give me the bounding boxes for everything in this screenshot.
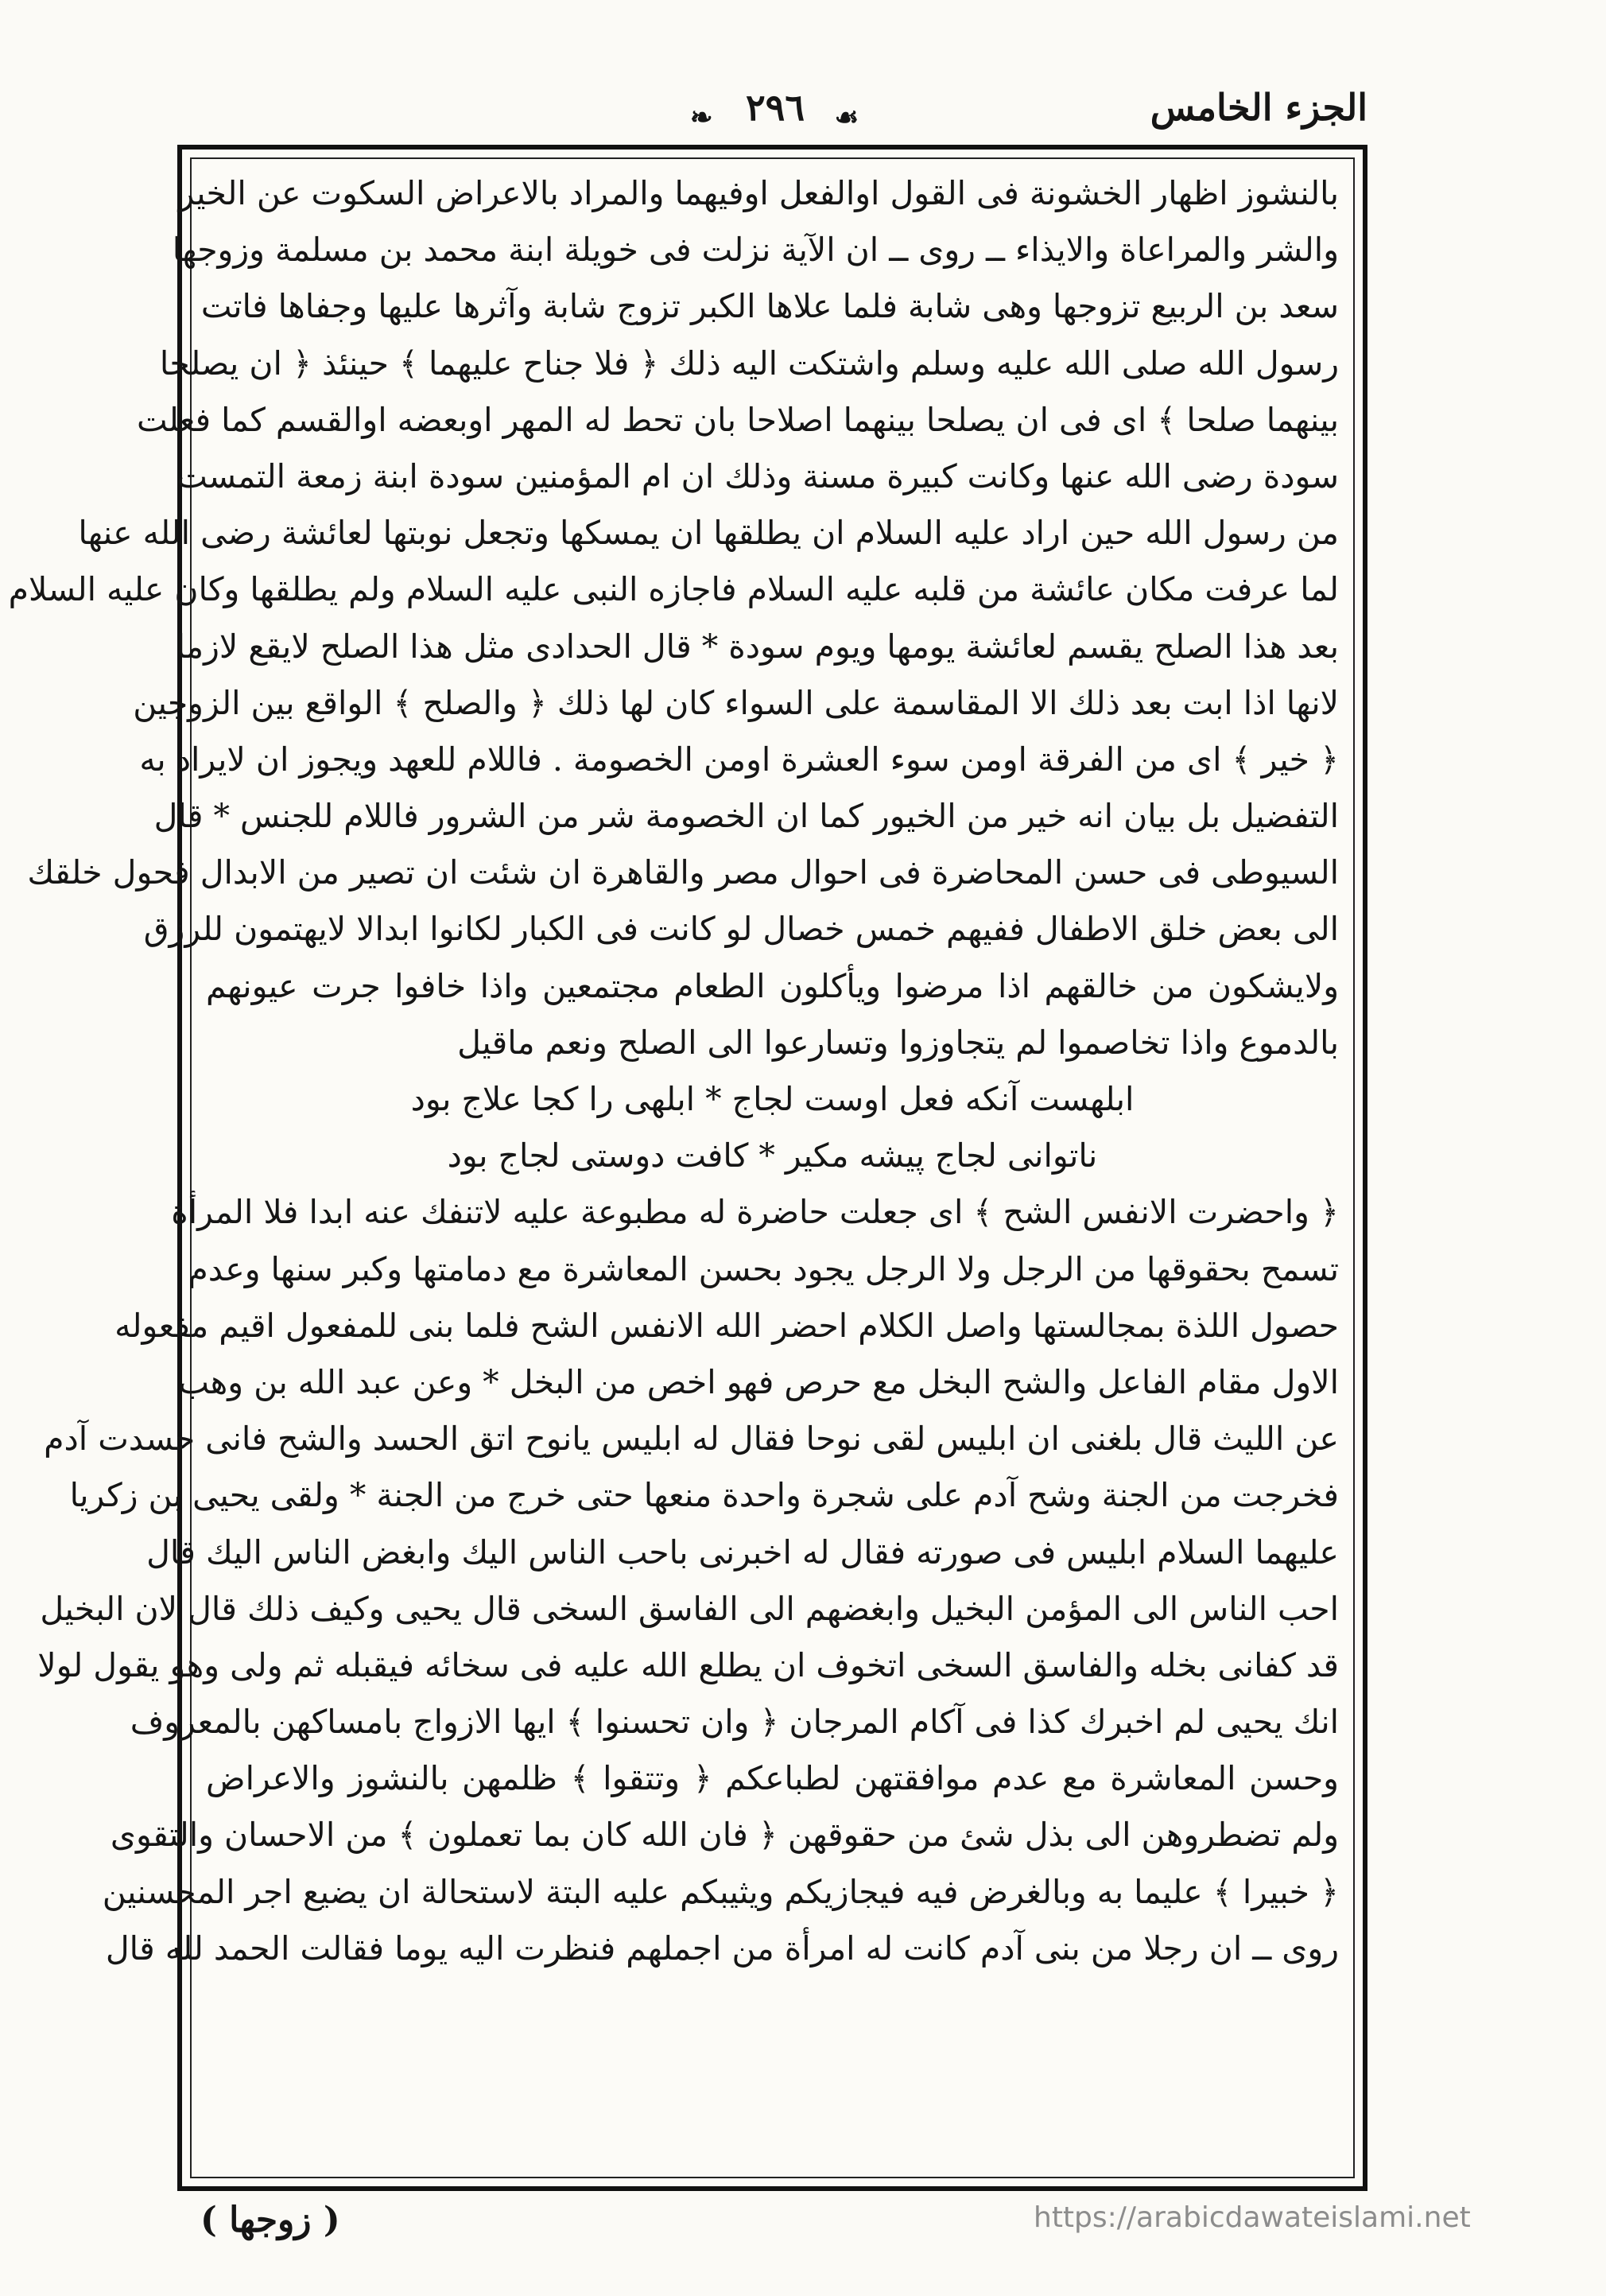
- text-line: قد كفانى بخله والفاسق السخى اتخوف ان يطلع الله عليه فى سخائه فيقبله ثم ولى وهو يقول لولا: [37, 1645, 1339, 1684]
- text-line: السيوطى فى حسن المحاضرة فى احوال مصر والقاهرة ان شئت ان تصير من الابدال فحول خلقك: [27, 853, 1339, 892]
- text-line: لانها اذا ابت بعد ذلك الا المقاسمة على السواء كان لها ذلك ﴿ والصلح ﴾ الواقع بين الزوجين: [133, 683, 1339, 722]
- text-line: عن الليث قال بلغنى ان ابليس لقى نوحا فقال له ابليس يانوح اتق الحسد والشح فانى حسدت آدم: [44, 1420, 1339, 1459]
- verse-line: ناتوانى لجاج پيشه مكير * كافت دوستى لجاج بود: [447, 1136, 1098, 1175]
- text-line: ﴿ خبيرا ﴾ عليما به وبالغرض فيه فيجازيكم ويثيبكم عليه البتة لاستحالة ان يضيع اجر المحسنين: [102, 1872, 1339, 1911]
- text-line: ولم تضطروهن الى بذل شئ من حقوقهن ﴿ فان الله كان بما تعملون ﴾ من الاحسان والتقوى: [110, 1816, 1339, 1855]
- page-frame: [8, 145, 1367, 2191]
- text-line: التفضيل بل بيان انه خير من الخيور كما ان الخصومة شر من الشرور فاللام للجنس * قال: [153, 797, 1339, 836]
- text-line: والشر والمراعاة والايذاء ــ روى ــ ان الآية نزلت فى خويلة ابنة محمد بن مسلمة وزوجها: [172, 231, 1339, 270]
- text-line: عليهما السلام ابليس فى صورته فقال له اخبرنى باحب الناس اليك وابغض الناس اليك قال: [146, 1533, 1339, 1571]
- text-line: بالنشوز اظهار الخشونة فى القول اوالفعل اوفيهما والمراد بالاعراض السكوت عن الخير: [178, 174, 1339, 212]
- text-line: وحسن المعاشرة مع عدم موافقتهن لطباعكم ﴿ وتتقوا ﴾ ظلمهن بالنشوز والاعراض: [206, 1759, 1339, 1798]
- text-line: رسول الله صلى الله عليه وسلم واشتكت اليه ذلك ﴿ فلا جناح عليهما ﴾ حينئذ ﴿ ان يصلحا: [159, 344, 1339, 383]
- text-line: سعد بن الربيع تزوجها وهى شابة فلما علاها الكبر تزوج شابة وآثرها عليها وجفاها فاتت: [200, 287, 1339, 326]
- text-line: سودة رضى الله عنها وكانت كبيرة مسنة وذلك ان ام المؤمنين سودة ابنة زمعة التمست: [177, 456, 1339, 495]
- text-line: ﴿ واحضرت الانفس الشح ﴾ اى جعلت حاضرة له مطبوعة عليه لاتنفك عنه ابدا فلا المرأة: [171, 1193, 1339, 1232]
- text-line: ولايشكون من خالقهم اذا مرضوا ويأكلون الطعام مجتمعين واذا خافوا جرت عيونهم: [206, 966, 1339, 1005]
- text-line: الاول مقام الفاعل والشح البخل مع حرص فهو اخص من البخل * وعن عبد الله بن وهب: [178, 1362, 1339, 1401]
- text-line: بينهما صلحا ﴾ اى فى ان يصلحا بينهما اصلاحا بان تحط له المهر اوبعضه اوالقسم كما فعلت: [136, 400, 1339, 439]
- watermark: https://arabicdawateislami.net: [1034, 2201, 1471, 2234]
- text-line: فخرجت من الجنة وشح آدم على شجرة واحدة منعها حتى خرج من الجنة * ولقى يحيى بن زكريا: [69, 1476, 1339, 1515]
- page-number-text: ٢٩٦: [745, 86, 805, 129]
- text-line: بعد هذا الصلح يقسم لعائشة يومها ويوم سودة * قال الحدادى مثل هذا الصلح لايقع لازما: [176, 627, 1339, 666]
- catchword: ( زوجها ): [200, 2200, 340, 2240]
- verse-line: ابلهست آنكه فعل اوست لجاج * ابلهى را كجا علاج بود: [410, 1080, 1135, 1118]
- ornament-left-icon: ❧: [689, 102, 715, 134]
- text-line: ﴿ خير ﴾ اى من الفرقة اومن سوء العشرة اومن الخصومة . فاللام للعهد ويجوز ان لايراد به: [139, 740, 1339, 779]
- page-number: [689, 86, 861, 134]
- text-line: انك يحيى لم اخبرك كذا فى آكام المرجان ﴿ وان تحسنوا ﴾ ايها الازواج بامساكهن بالمعروف: [130, 1703, 1339, 1742]
- text-line: حصول اللذة بمجالستها واصل الكلام احضر الله الانفس الشح فلما بنى للمفعول اقيم مفعوله: [114, 1306, 1339, 1345]
- text-line: لما عرفت مكان عائشة من قلبه عليه السلام فاجازه النبى عليه السلام ولم يطلقها وكان عليه السلام: [8, 570, 1339, 609]
- text-line: الى بعض خلق الاطفال ففيهم خمس خصال لو كانت فى الكبار لكانوا ابدالا لايهتمون للرزق: [143, 910, 1339, 949]
- volume-title: الجزء الخامس: [1150, 86, 1367, 129]
- page-header: [183, 86, 1367, 142]
- text-line: روى ــ ان رجلا من بنى آدم كانت له امرأة من اجملهم فنظرت اليه يوما فقالت الحمد لله قال: [105, 1929, 1339, 1968]
- ornament-right-icon: ☙: [834, 102, 861, 134]
- text-line: بالدموع واذا تخاصموا لم يتجاوزوا وتسارعوا الى الصلح ونعم ماقيل: [457, 1023, 1339, 1062]
- text-line: تسمح بحقوقها من الرجل ولا الرجل يجود بحسن المعاشرة مع دمامتها وكبر سنها وعدم: [188, 1249, 1339, 1288]
- body-text: [8, 165, 1339, 2170]
- text-line: من رسول الله حين اراد عليه السلام ان يطلقها ان يمسكها وتجعل نوبتها لعائشة رضى الله عنها: [78, 514, 1339, 553]
- text-line: احب الناس الى المؤمن البخيل وابغضهم الى الفاسق السخى قال يحيى وكيف ذلك قال لان البخيل: [40, 1589, 1339, 1628]
